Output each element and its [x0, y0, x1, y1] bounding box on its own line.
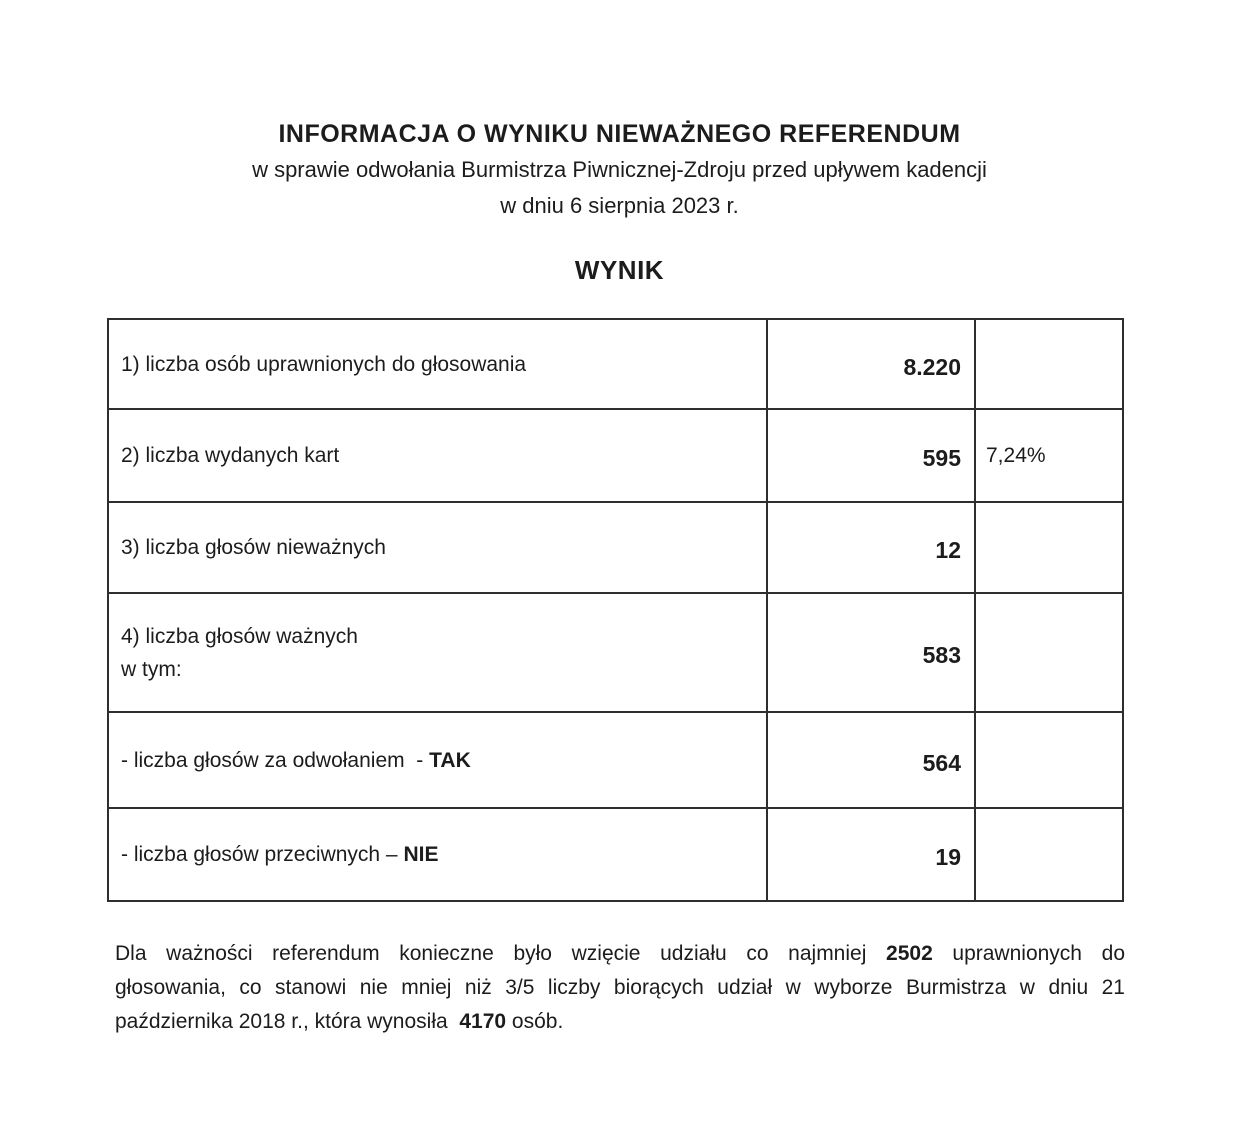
- row-label: 3) liczba głosów nieważnych: [108, 502, 767, 593]
- row-value: 12: [767, 502, 975, 593]
- footnote-line-3: [115, 1005, 1125, 1039]
- footnote-line-2: [115, 971, 1125, 1005]
- row-percent: [975, 808, 1123, 901]
- row-value: 595: [767, 409, 975, 502]
- row-percent: [975, 712, 1123, 808]
- row-label: [108, 712, 767, 808]
- row-percent: [975, 319, 1123, 409]
- row-value: 564: [767, 712, 975, 808]
- row-label-line1: 4) liczba głosów ważnych: [121, 624, 358, 648]
- row-value: 8.220: [767, 319, 975, 409]
- table-row-votes-yes: [108, 712, 1123, 808]
- footnote-text: osób.: [506, 1010, 564, 1033]
- row-percent: [975, 502, 1123, 593]
- table-row-eligible-voters: [108, 319, 1123, 409]
- row-label-answer-nie: NIE: [403, 843, 439, 866]
- row-value: 583: [767, 593, 975, 712]
- table-row-invalid-votes: [108, 502, 1123, 593]
- footnote-text: głosowania, co stanowi nie mniej niż 3/5 liczby biorących udział w wyborze Burmistrza w dniu 21: [115, 976, 1125, 999]
- row-percent: [975, 593, 1123, 712]
- row-label: 2) liczba wydanych kart: [108, 409, 767, 502]
- document-title: INFORMACJA O WYNIKU NIEWAŻNEGO REFERENDUM: [278, 120, 961, 148]
- row-label: [108, 593, 767, 712]
- row-value: 19: [767, 808, 975, 901]
- footnote-threshold-number: 2502: [886, 942, 933, 965]
- row-label-text: - liczba głosów za odwołaniem -: [121, 748, 430, 772]
- row-label-line2: w tym:: [121, 657, 182, 681]
- table-row-votes-no: [108, 808, 1123, 901]
- footnote-turnout-number: 4170: [459, 1010, 507, 1033]
- referendum-results-table: [107, 318, 1124, 902]
- document-header: [0, 0, 1239, 288]
- row-percent: 7,24%: [975, 409, 1123, 502]
- footnote-text: Dla ważności referendum konieczne było wzięcie udziału co najmniej: [115, 942, 887, 965]
- footnote-text: października 2018 r., która wynosiła: [115, 1010, 460, 1033]
- table-row-valid-votes: [108, 593, 1123, 712]
- row-label-text: - liczba głosów przeciwnych –: [121, 843, 404, 866]
- document-subtitle-line2: w dniu 6 sierpnia 2023 r.: [500, 193, 739, 218]
- row-label-answer-tak: TAK: [429, 748, 471, 772]
- row-label: 1) liczba osób uprawnionych do głosowania: [108, 319, 767, 409]
- document-subtitle-line1: w sprawie odwołania Burmistrza Piwnicznej-Zdroju przed upływem kadencji: [252, 157, 987, 182]
- footnote-text: uprawnionych do: [932, 942, 1125, 965]
- footnote-line-1: [115, 937, 1125, 971]
- row-label: [108, 808, 767, 901]
- section-heading-result: WYNIK: [574, 255, 665, 285]
- validity-footnote: [115, 937, 1125, 1039]
- table-row-cards-issued: [108, 409, 1123, 502]
